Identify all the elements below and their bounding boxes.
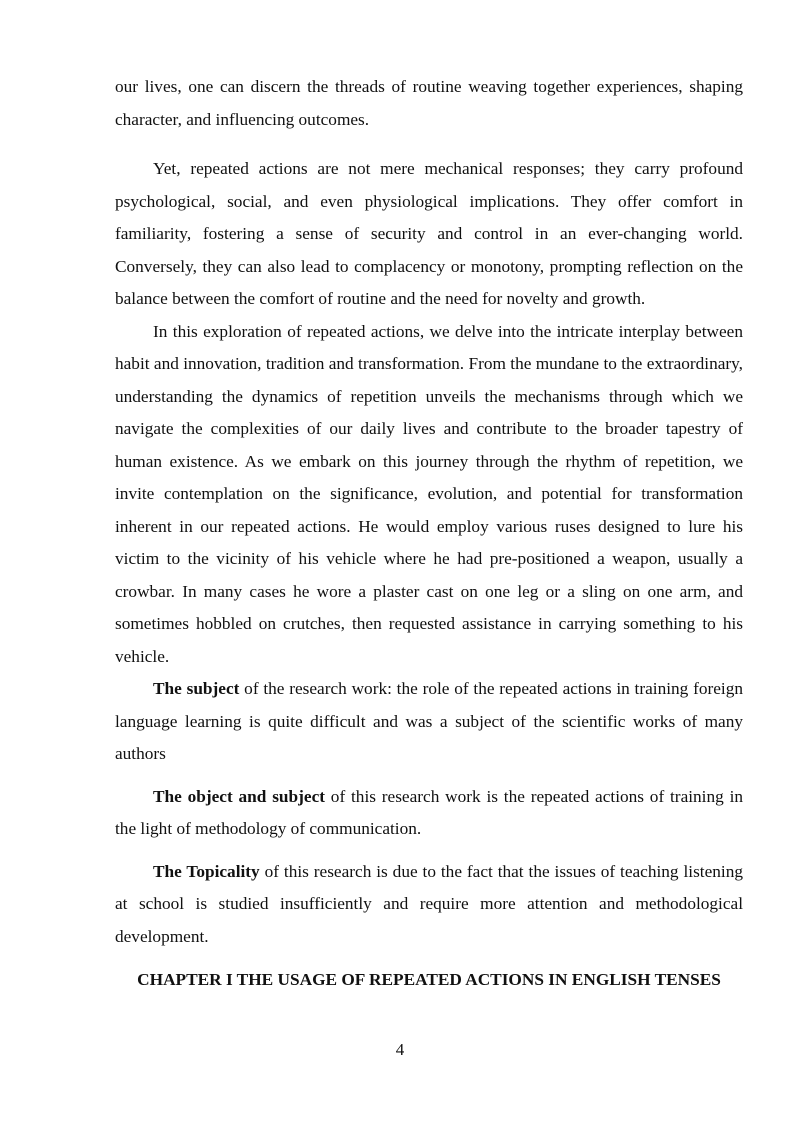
paragraph-topicality — [115, 856, 743, 954]
subject-text: of the research work: the role of the repeated actions in training foreign language learning is quite difficult and was a subject of the scientific works of many authors — [115, 679, 743, 763]
object-text: of this research work is the repeated actions of training in the light of methodology of communication. — [115, 786, 744, 838]
topicality-text: of this research is due to the fact that the issues of teaching listening at school is studied insufficiently and require more attention and methodological development. — [115, 861, 743, 946]
paragraph-subject — [115, 673, 743, 771]
topicality-label: The Topicality — [153, 861, 260, 881]
paragraph-repeated-actions-implications: Yet, repeated actions are not mere mechanical responses; they carry profound psychological, social, and even physiological implications. They offer comfort in familiarity, fostering a sense of security and control in an ever-changing world. Conversely, they can also lead to complacency or monotony, prompting reflection on the balance between the comfort of routine and the need for novelty and growth. — [115, 159, 743, 308]
paragraph-exploration: In this exploration of repeated actions, we delve into the intricate interplay between habit and innovation, tradition and transformation. From the mundane to the extraordinary, understanding the dynamics of repetition unveils the mechanisms through which we navigate the complexities of our daily lives and contribute to the broader tapestry of human existence. As we embark on this journey through the rhythm of repetition, we invite contemplation on the significance, evolution, and potential for transformation inherent in our repeated actions. He would employ various ruses designed to lure his victim to the vicinity of his vehicle where he had pre-positioned a weapon, usually a crowbar. In many cases he wore a plaster cast on one leg or a sling on one arm, and sometimes hobbled on crutches, then requested assistance in carrying something to his vehicle. — [115, 321, 743, 666]
subject-label: The subject — [153, 679, 240, 698]
paragraph-object — [115, 781, 743, 846]
page-number: 4 — [395, 1040, 405, 1059]
object-label: The object and subject — [153, 786, 325, 806]
chapter-heading: CHAPTER I THE USAGE OF REPEATED ACTIONS IN ENGLISH TENSES — [137, 970, 721, 989]
paragraph-routine-threads: our lives, one can discern the threads of routine weaving together experiences, shaping character, and influencing outcomes. — [115, 77, 743, 129]
